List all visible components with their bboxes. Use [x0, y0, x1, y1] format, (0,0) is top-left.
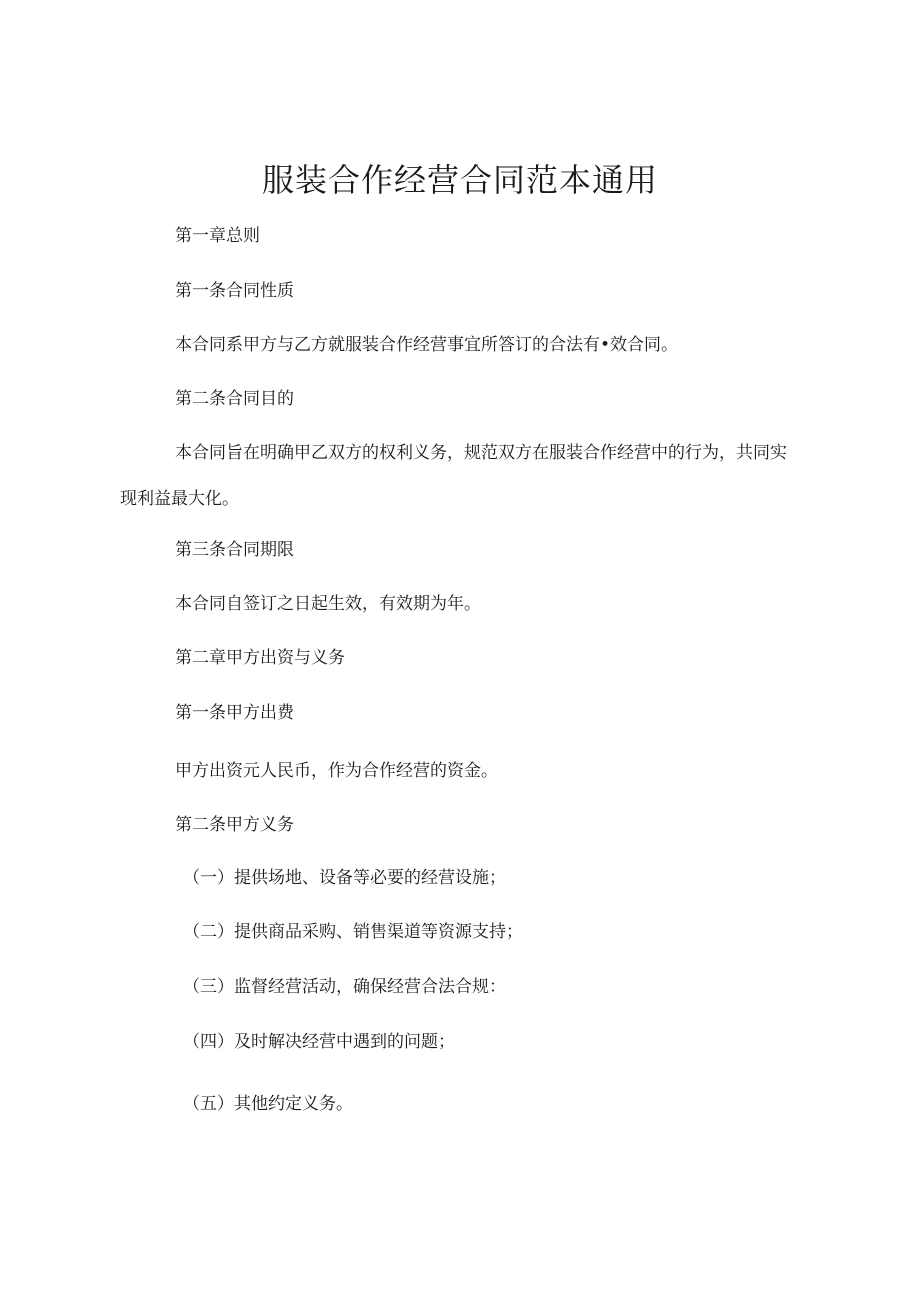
article-1-1-heading: 第一条合同性质	[175, 281, 294, 301]
list-item: （五）其他约定义务。	[183, 1094, 353, 1114]
article-1-2-text-line-1: 本合同旨在明确甲乙双方的权利义务，规范双方在服装合作经营中的行为，共同实	[175, 443, 787, 463]
article-2-1-heading: 第一条甲方出费	[175, 703, 294, 723]
article-1-3-text: 本合同自签订之日起生效，有效期为年。	[175, 594, 481, 614]
article-1-1-text: 本合同系甲方与乙方就服装合作经营事宜所答订的合法有•效合同。	[175, 335, 679, 355]
article-1-2-paragraph	[120, 441, 787, 511]
article-1-2-text-line-2: 现利益最大化。	[120, 489, 239, 509]
article-1-2-heading: 第二条合同目的	[175, 389, 294, 409]
list-item: （三）监督经营活动，确保经营合法合规：	[183, 977, 506, 997]
article-2-1-text: 甲方出资元人民币，作为合作经营的资金。	[175, 761, 498, 781]
chapter-1-heading: 第一章总则	[175, 226, 260, 246]
article-2-2-heading: 第二条甲方义务	[175, 815, 294, 835]
list-item: （一）提供场地、设备等必要的经营设施；	[183, 868, 506, 888]
list-item: （二）提供商品采购、销售渠道等资源支持；	[183, 922, 523, 942]
document-title: 服装合作经营合同范本通用	[261, 161, 658, 199]
article-1-3-heading: 第三条合同期限	[175, 540, 294, 560]
chapter-2-heading: 第二章甲方出资与义务	[175, 648, 345, 668]
list-item: （四）及时解决经营中遇到的问题；	[183, 1032, 455, 1052]
